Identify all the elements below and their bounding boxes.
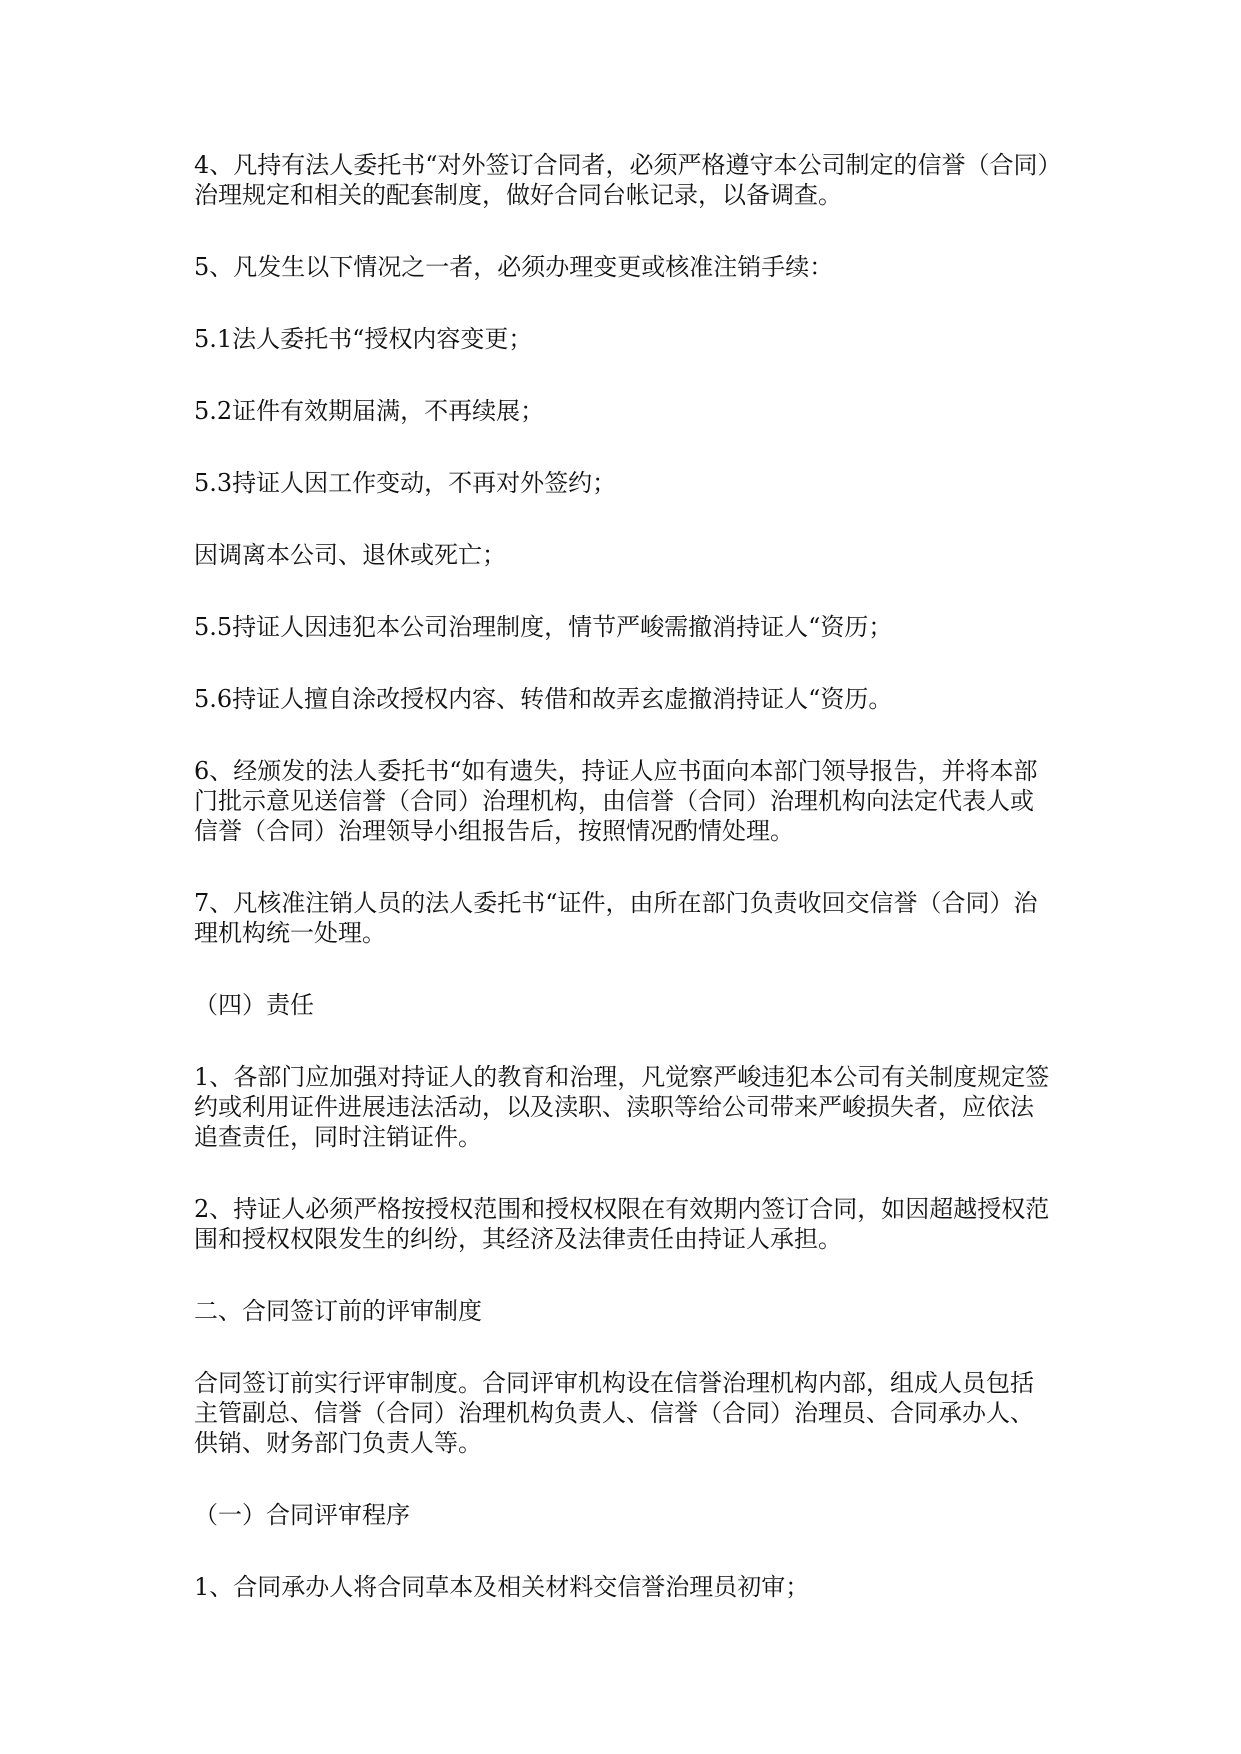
paragraph-5-4: 因调离本公司、退休或死亡； bbox=[194, 541, 506, 569]
paragraph-responsibility-1: 1、各部门应加强对持证人的教育和治理，凡觉察严峻违犯本公司有关制度规定签约或利用证件进展违法活动，以及渎职、渎职等给公司带来严峻损失者，应依法追查责任，同时注销证件。 bbox=[194, 1063, 1050, 1151]
section-heading-review-system: 二、合同签订前的评审制度 bbox=[194, 1297, 482, 1325]
paragraph-5-5: 5.5持证人因违犯本公司治理制度，情节严峻需撤消持证人“资历； bbox=[194, 613, 893, 641]
paragraph-6-lost-certificate: 6、经颁发的法人委托书“如有遗失，持证人应书面向本部门领导报告，并将本部门批示意见送信誉（合同）治理机构，由信誉（合同）治理机构向法定代表人或信誉（合同）治理领导小组报告后，按照情况酌情处理。 bbox=[194, 757, 1038, 845]
document-body bbox=[194, 150, 1054, 1644]
section-heading-review-procedure: （一）合同评审程序 bbox=[194, 1501, 410, 1529]
paragraph-review-system: 合同签订前实行评审制度。合同评审机构设在信誉治理机构内部，组成人员包括主管副总、信誉（合同）治理机构负责人、信誉（合同）治理员、合同承办人、供销、财务部门负责人等。 bbox=[194, 1369, 1034, 1457]
paragraph-responsibility-2: 2、持证人必须严格按授权范围和授权权限在有效期内签订合同，如因超越授权范围和授权权限发生的纠纷，其经济及法律责任由持证人承担。 bbox=[194, 1195, 1050, 1253]
paragraph-5-change-conditions: 5、凡发生以下情况之一者，必须办理变更或核准注销手续： bbox=[194, 253, 834, 281]
paragraph-4-contract-records: 4、凡持有法人委托书“对外签订合同者，必须严格遵守本公司制定的信誉（合同）治理规定和相关的配套制度，做好合同台帐记录，以备调查。 bbox=[194, 151, 1050, 209]
section-heading-responsibility: （四）责任 bbox=[194, 991, 314, 1019]
paragraph-5-3: 5.3持证人因工作变动，不再对外签约； bbox=[194, 469, 617, 497]
paragraph-review-procedure-1: 1、合同承办人将合同草本及相关材料交信誉治理员初审； bbox=[194, 1573, 810, 1601]
paragraph-5-2: 5.2证件有效期届满，不再续展； bbox=[194, 397, 545, 425]
paragraph-7-cancellation: 7、凡核准注销人员的法人委托书“证件，由所在部门负责收回交信誉（合同）治理机构统一处理。 bbox=[194, 889, 1038, 947]
paragraph-5-1: 5.1法人委托书“授权内容变更； bbox=[194, 325, 533, 353]
paragraph-5-6: 5.6持证人擅自涂改授权内容、转借和故弄玄虚撤消持证人“资历。 bbox=[194, 685, 893, 713]
